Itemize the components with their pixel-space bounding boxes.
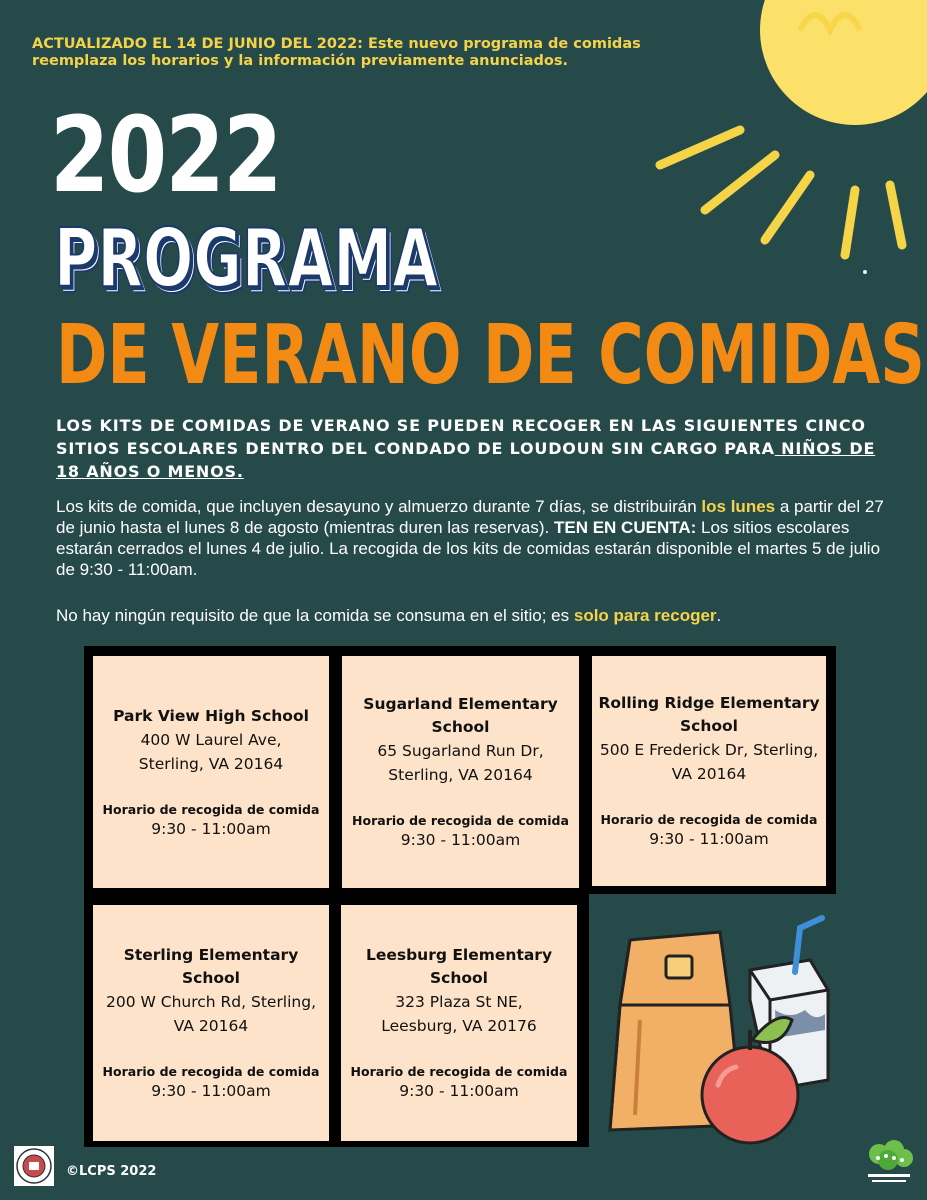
site-address: 323 Plaza St NE, Leesburg, VA 20176: [381, 993, 537, 1035]
site-address: 500 E Frederick Dr, Sterling, VA 20164: [599, 741, 819, 783]
site-time: 9:30 - 11:00am: [649, 830, 769, 848]
site-time: 9:30 - 11:00am: [400, 831, 521, 849]
site-time-label: Horario de recogida de comida: [352, 813, 569, 828]
site-name: Sterling Elementary School: [123, 946, 299, 987]
site-time: 9:30 - 11:00am: [399, 1082, 519, 1100]
sun-icon: [640, 0, 927, 290]
site-name: Leesburg Elementary School: [365, 946, 553, 987]
site-time: 9:30 - 11:00am: [151, 819, 271, 838]
intro-underlined: NIÑOS DE 18 AÑOS O MENOS.: [56, 439, 876, 481]
desc-highlight: los lunes: [701, 497, 776, 516]
site-time-label: Horario de recogida de comida: [102, 801, 320, 817]
site-card: [93, 905, 329, 1141]
title-verano: DE VERANO DE COMIDAS: [56, 308, 925, 403]
site-address: 200 W Church Rd, Sterling, VA 20164: [105, 993, 317, 1035]
desc-part1: Los kits de comida, que incluyen desayuno y almuerzo durante 7 días, se distribuirán: [56, 497, 702, 516]
site-card: [342, 656, 579, 888]
title-programa: PROGRAMA: [54, 212, 439, 305]
site-address: 65 Sugarland Run Dr, Sterling, VA 20164: [377, 742, 544, 784]
school-nutrition-logo-icon: [864, 1140, 914, 1188]
site-name: Sugarland Elementary School: [363, 695, 558, 736]
site-time-label: Horario de recogida de comida: [600, 812, 818, 827]
note-end: .: [716, 606, 722, 625]
description: [56, 496, 886, 580]
note-highlight: solo para recoger: [573, 606, 717, 625]
intro-main: LOS KITS DE COMIDAS DE VERANO SE PUEDEN RECOGER EN LAS SIGUIENTES CINCO SITIOS ESCOLARES DENTRO DEL CONDADO DE LOUDOUN SIN CARGO PARA: [56, 416, 866, 458]
lunch-illustration: [600, 910, 840, 1150]
site-card: [592, 656, 826, 886]
copyright: ©LCPS 2022: [66, 1164, 157, 1179]
note-text: No hay ningún requisito de que la comida se consuma en el sitio; es: [56, 606, 574, 625]
desc-part2: a partir del 27 de junio hasta el lunes 8 de agosto (mientras duren las reservas).: [56, 497, 884, 537]
lcps-seal-icon: [14, 1146, 54, 1186]
site-time-label: Horario de recogida de comida: [350, 1064, 568, 1079]
site-name: Park View High School: [113, 706, 309, 725]
intro-text: [56, 414, 886, 483]
site-time-label: Horario de recogida de comida: [102, 1064, 320, 1079]
pickup-note: [56, 605, 886, 626]
desc-note-label: TEN EN CUENTA:: [554, 518, 697, 537]
title-year: 2022: [50, 94, 281, 216]
site-name: Rolling Ridge Elementary School: [598, 694, 820, 735]
site-time: 9:30 - 11:00am: [151, 1082, 271, 1100]
desc-part3: Los sitios escolares estarán cerrados el lunes 4 de julio. La recogida de los kits de comidas estarán disponible el martes 5 de julio de 9:30 - 11:00am.: [56, 518, 881, 579]
update-notice: ACTUALIZADO EL 14 DE JUNIO DEL 2022: Este nuevo programa de comidas reemplaza los horarios y la información previamente anunciados.: [32, 36, 641, 69]
site-card: [341, 905, 577, 1141]
site-address: 400 W Laurel Ave, Sterling, VA 20164: [138, 730, 284, 773]
site-card: [93, 656, 329, 888]
